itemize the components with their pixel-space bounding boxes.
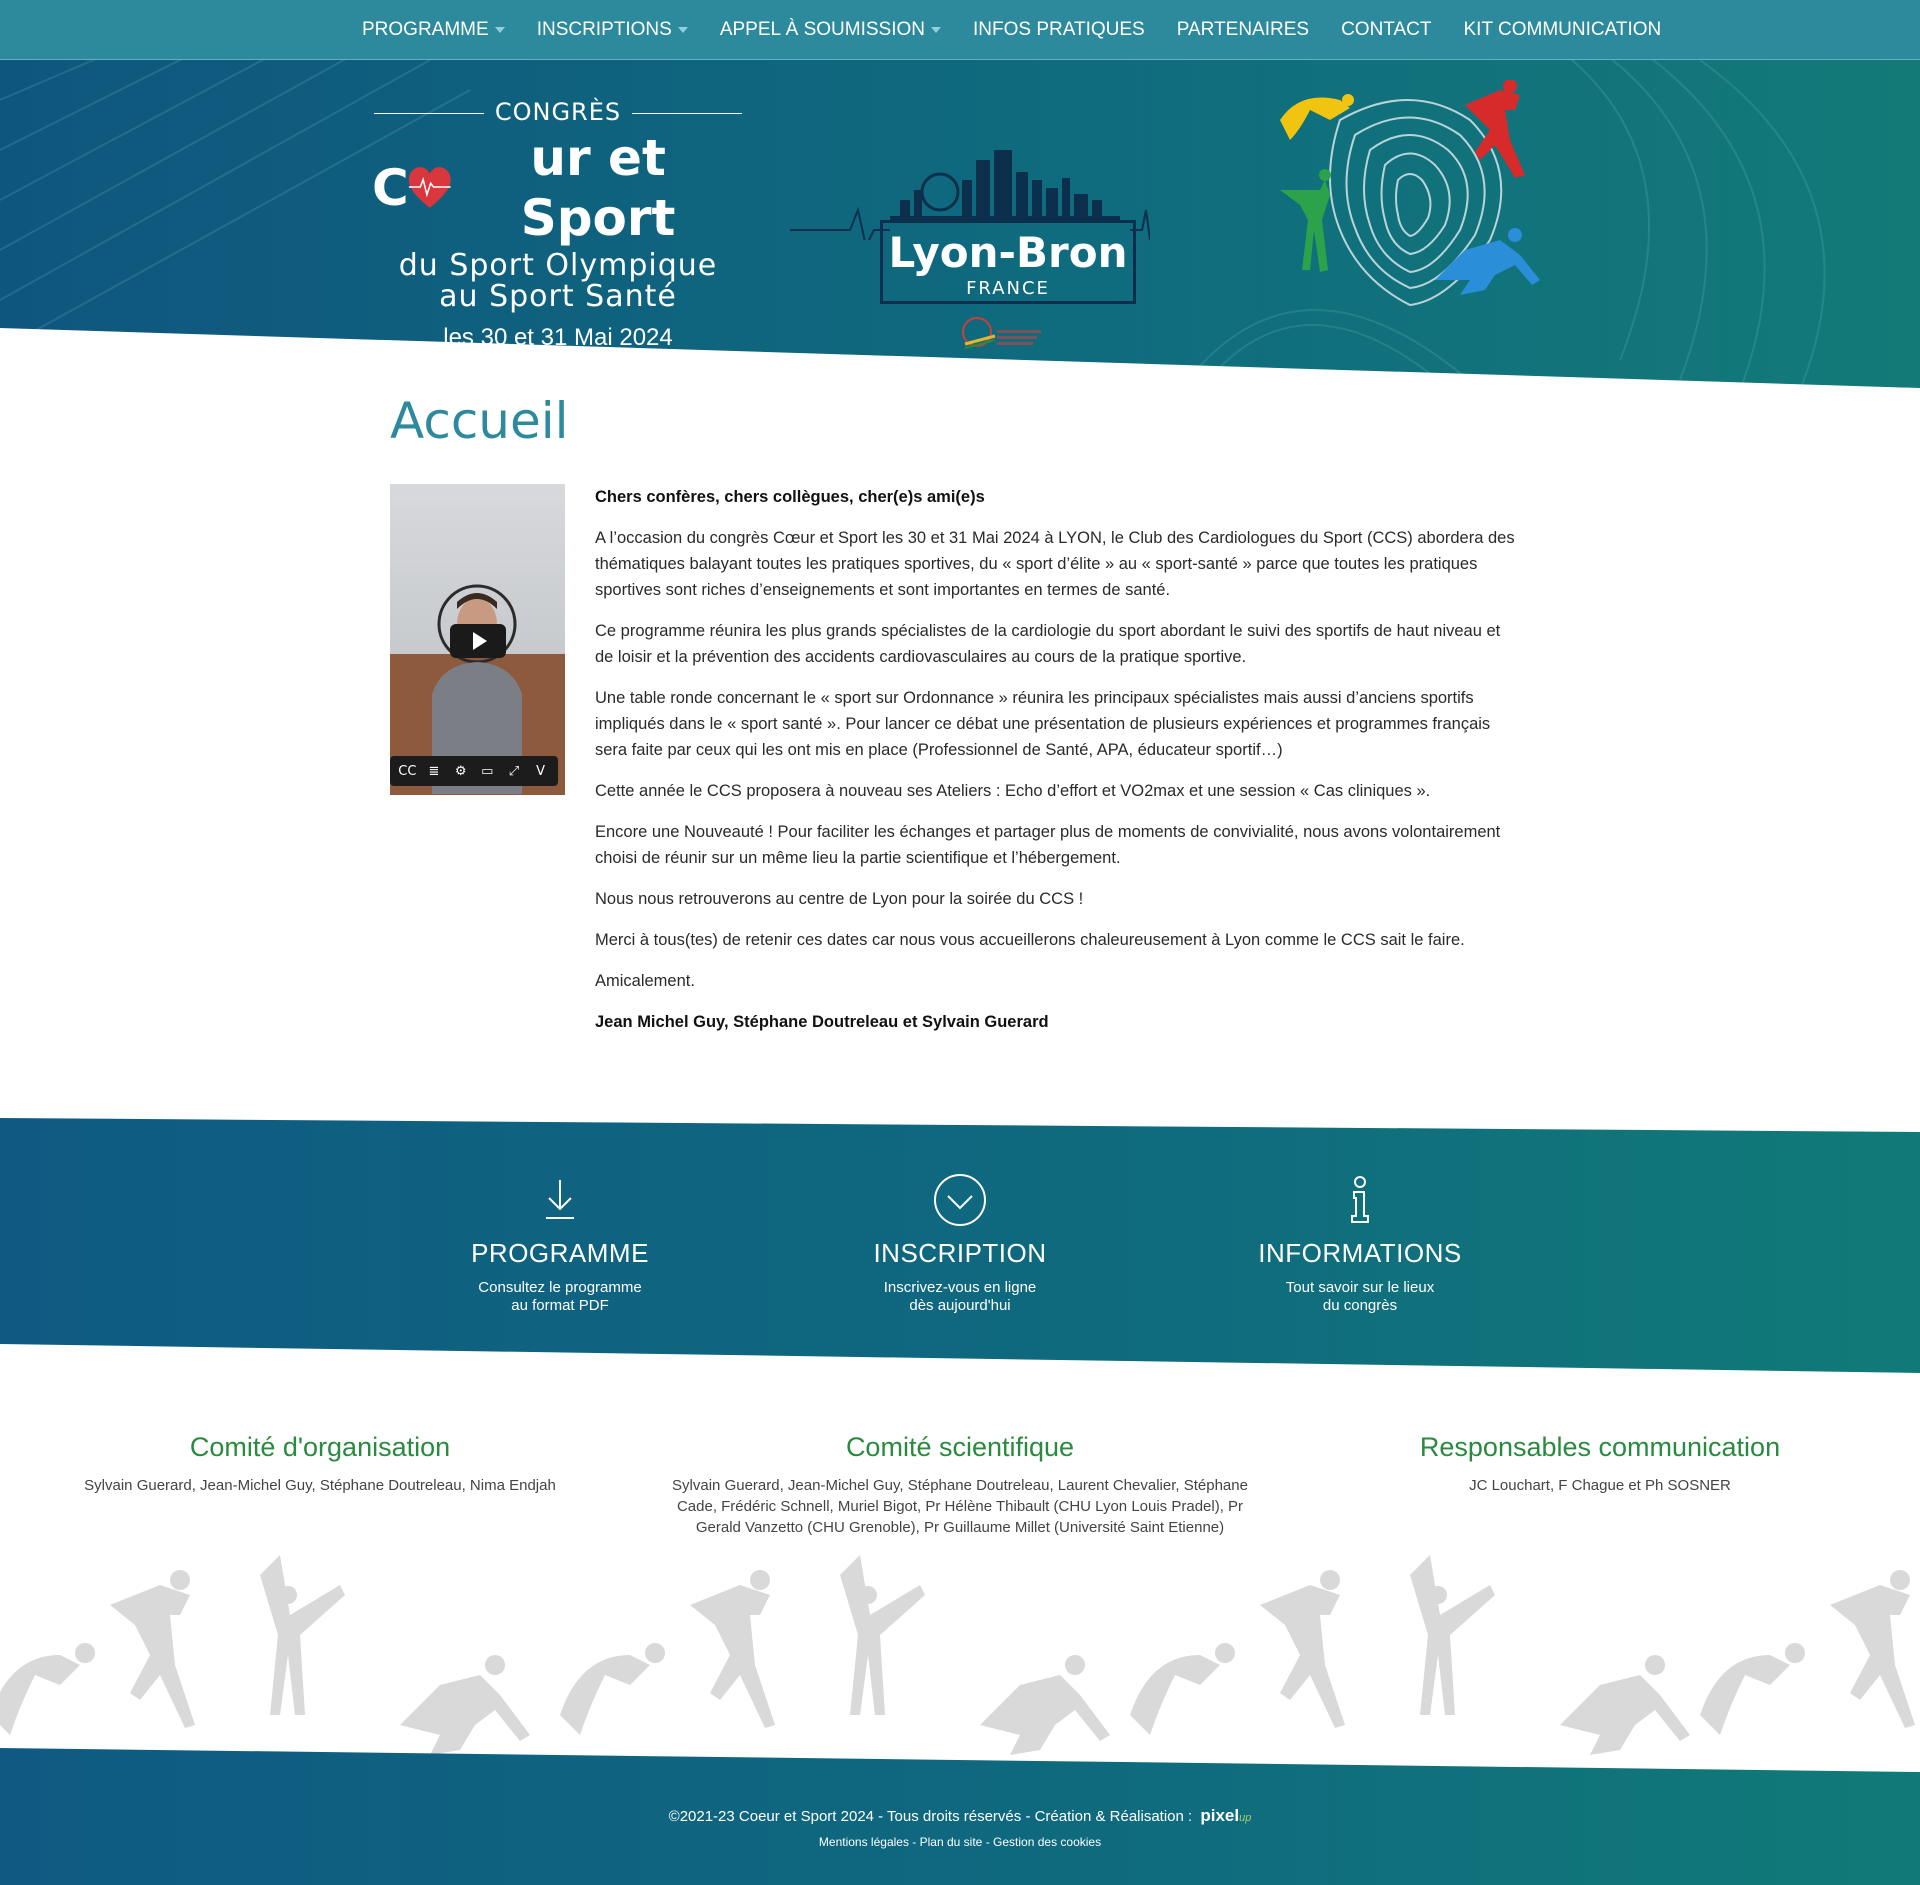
- download-icon: [532, 1172, 588, 1228]
- nav-item-appel-soumission[interactable]: [720, 19, 941, 41]
- congress-date: les 30 et 31 Mai 2024: [443, 324, 673, 351]
- play-button[interactable]: [450, 624, 506, 658]
- cta-title: INSCRIPTION: [873, 1238, 1047, 1268]
- nav-item-label: INSCRIPTIONS: [536, 19, 672, 40]
- subtitle-sante: au Sport Santé: [439, 279, 677, 314]
- committee-members: JC Louchart, F Chague et Ph SOSNER: [1469, 1477, 1731, 1494]
- link-plan-du-site[interactable]: Plan du site: [919, 1835, 983, 1849]
- pixelup-logo[interactable]: [1200, 1806, 1251, 1825]
- committee-members: Sylvain Guerard, Jean-Michel Guy, Stéphane Doutreleau, Laurent Chevalier, Stéphane Cade, Frédéric Schnell, Muriel Bigot, Pr Hélène Thibault (CHU Lyon Louis Pradel), Pr Gerald Vanzetto (CHU Grenoble), Pr Guillaume Millet (Université Saint Etienne): [672, 1477, 1248, 1536]
- copyright-text: ©2021-23 Coeur et Sport 2024 - Tous droits réservés - Création & Réalisation :: [668, 1808, 1193, 1825]
- city-name: Lyon-Bron: [888, 228, 1128, 277]
- paragraph: A l’occasion du congrès Cœur et Sport les 30 et 31 Mai 2024 à LYON, le Club des Cardiologues du Sport (CCS) abordera des thématiques balayant toutes les pratiques sportives, du « sport d’élite » au « sport-santé » parce que toutes les pratiques sportives sont riches d’enseignements et sont importantes en termes de santé.: [595, 529, 1515, 599]
- cta-description: [400, 1279, 720, 1315]
- video-player[interactable]: [390, 484, 565, 795]
- subtitle-olympique: du Sport Olympique: [398, 248, 718, 283]
- brand-name: pixel: [1200, 1806, 1240, 1825]
- link-gestion-cookies[interactable]: Gestion des cookies: [993, 1835, 1102, 1849]
- paragraph: Amicalement.: [595, 972, 695, 990]
- cta-desc-line: au format PDF: [511, 1297, 609, 1314]
- city-logo: [790, 150, 1150, 370]
- congres-label: CONGRÈS: [372, 98, 744, 126]
- chevron-down-icon: [931, 27, 941, 33]
- signature: Jean Michel Guy, Stéphane Doutreleau et Sylvain Guerard: [595, 1013, 1049, 1031]
- nav-item-label: INFOS PRATIQUES: [973, 19, 1145, 40]
- top-navigation: [0, 0, 1920, 60]
- separator: -: [982, 1835, 994, 1849]
- greeting: Chers confères, chers collègues, cher(e)s ami(e)s: [595, 488, 985, 506]
- fullscreen-icon[interactable]: ⤢: [508, 763, 520, 779]
- brand-suffix: up: [1239, 1812, 1252, 1824]
- committee-title: Comité scientifique: [845, 1432, 1075, 1462]
- heart-icon: [407, 165, 453, 211]
- nav-item-label: KIT COMMUNICATION: [1463, 19, 1662, 40]
- title-letter-c: C: [372, 159, 409, 217]
- congress-name: [372, 128, 744, 248]
- info-icon: [1332, 1172, 1388, 1228]
- title-rest: ur et Sport: [520, 129, 676, 247]
- welcome-letter: [595, 484, 1515, 1050]
- paragraph: Cette année le CCS proposera à nouveau ses Ateliers : Echo d’effort et VO2max et une session « Cas cliniques ».: [595, 782, 1431, 800]
- nav-menu: [362, 0, 1693, 60]
- committee-communication: [1360, 1432, 1840, 1496]
- picture-in-picture-icon[interactable]: ▭: [481, 763, 494, 779]
- settings-gear-icon[interactable]: ⚙: [454, 763, 467, 779]
- paragraph: Ce programme réunira les plus grands spécialistes de la cardiologie du sport abordant le suivi des sportifs de haut niveau et de loisir et la prévention des accidents cardiovasculaires au cours de la pratique sportive.: [595, 622, 1501, 666]
- athletes-heart-illustration: [1270, 80, 1550, 310]
- cta-informations[interactable]: [1200, 1172, 1520, 1315]
- captions-icon[interactable]: CC: [398, 763, 417, 779]
- paragraph: Nous nous retrouverons au centre de Lyon pour la soirée du CCS !: [595, 890, 1084, 908]
- city-country: FRANCE: [966, 278, 1050, 299]
- cta-desc-line: Inscrivez-vous en ligne: [883, 1279, 1037, 1296]
- nav-item-label: PARTENAIRES: [1176, 19, 1310, 40]
- city-box: [880, 220, 1136, 304]
- cta-title: PROGRAMME: [471, 1238, 649, 1268]
- nav-item-partenaires[interactable]: [1177, 19, 1309, 41]
- paragraph: Merci à tous(tes) de retenir ces dates car nous vous accueillerons chaleureusement à Lyon comme le CCS sait le faire.: [595, 931, 1465, 949]
- chevron-down-icon: [495, 27, 505, 33]
- cta-description: [800, 1279, 1120, 1315]
- page-title: Accueil: [390, 392, 569, 450]
- vimeo-logo-icon[interactable]: V: [536, 763, 546, 779]
- committee-title: Responsables communication: [1419, 1432, 1781, 1462]
- nav-item-contact[interactable]: [1341, 19, 1431, 41]
- cta-programme[interactable]: [400, 1172, 720, 1315]
- footer-copyright: [0, 1806, 1920, 1826]
- nav-item-programme[interactable]: [362, 19, 505, 41]
- nav-item-label: PROGRAMME: [362, 19, 489, 40]
- athlete-silhouettes-pattern: [0, 1555, 1920, 1755]
- cta-desc-line: du congrès: [1322, 1297, 1398, 1314]
- cta-title: INFORMATIONS: [1258, 1238, 1462, 1268]
- cta-description: [1200, 1279, 1520, 1315]
- committee-scientifique: [660, 1432, 1260, 1538]
- nav-item-infos-pratiques[interactable]: [973, 19, 1145, 41]
- video-controls: [390, 756, 558, 786]
- separator: -: [908, 1835, 920, 1849]
- committee-title: Comité d'organisation: [189, 1432, 451, 1462]
- nav-item-label: APPEL À SOUMISSION: [719, 19, 925, 40]
- cta-desc-line: dès aujourd'hui: [909, 1297, 1011, 1314]
- nav-item-kit-communication[interactable]: [1464, 19, 1662, 41]
- committee-organisation: [40, 1432, 600, 1496]
- footer-links: [0, 1835, 1920, 1849]
- paragraph: Encore une Nouveauté ! Pour faciliter les échanges et partager plus de moments de convivialité, nous avons volontairement choisi de réunir sur un même lieu la partie scientifique et l’hébergement.: [595, 823, 1501, 867]
- nav-item-inscriptions[interactable]: [537, 19, 688, 41]
- nav-item-label: CONTACT: [1341, 19, 1432, 40]
- cta-desc-line: Tout savoir sur le lieux: [1285, 1279, 1435, 1296]
- committee-members: Sylvain Guerard, Jean-Michel Guy, Stéphane Doutreleau, Nima Endjah: [84, 1477, 556, 1494]
- check-circle-icon: [932, 1172, 988, 1228]
- cta-desc-line: Consultez le programme: [478, 1279, 642, 1296]
- paragraph: Une table ronde concernant le « sport sur Ordonnance » réunira les principaux spécialistes mais aussi d’anciens sportifs impliqués dans le « sport santé ». Pour lancer ce débat une présentation de plusieurs expériences et programmes français sera faite par ceux qui les ont mis en place (Professionnel de Santé, APA, éducateur sportif…): [595, 689, 1491, 759]
- chevron-down-icon: [678, 27, 688, 33]
- transcript-icon[interactable]: ≣: [428, 763, 440, 779]
- congress-title: [372, 98, 744, 352]
- link-mentions-legales[interactable]: Mentions légales: [818, 1835, 909, 1849]
- cta-inscription[interactable]: [800, 1172, 1120, 1315]
